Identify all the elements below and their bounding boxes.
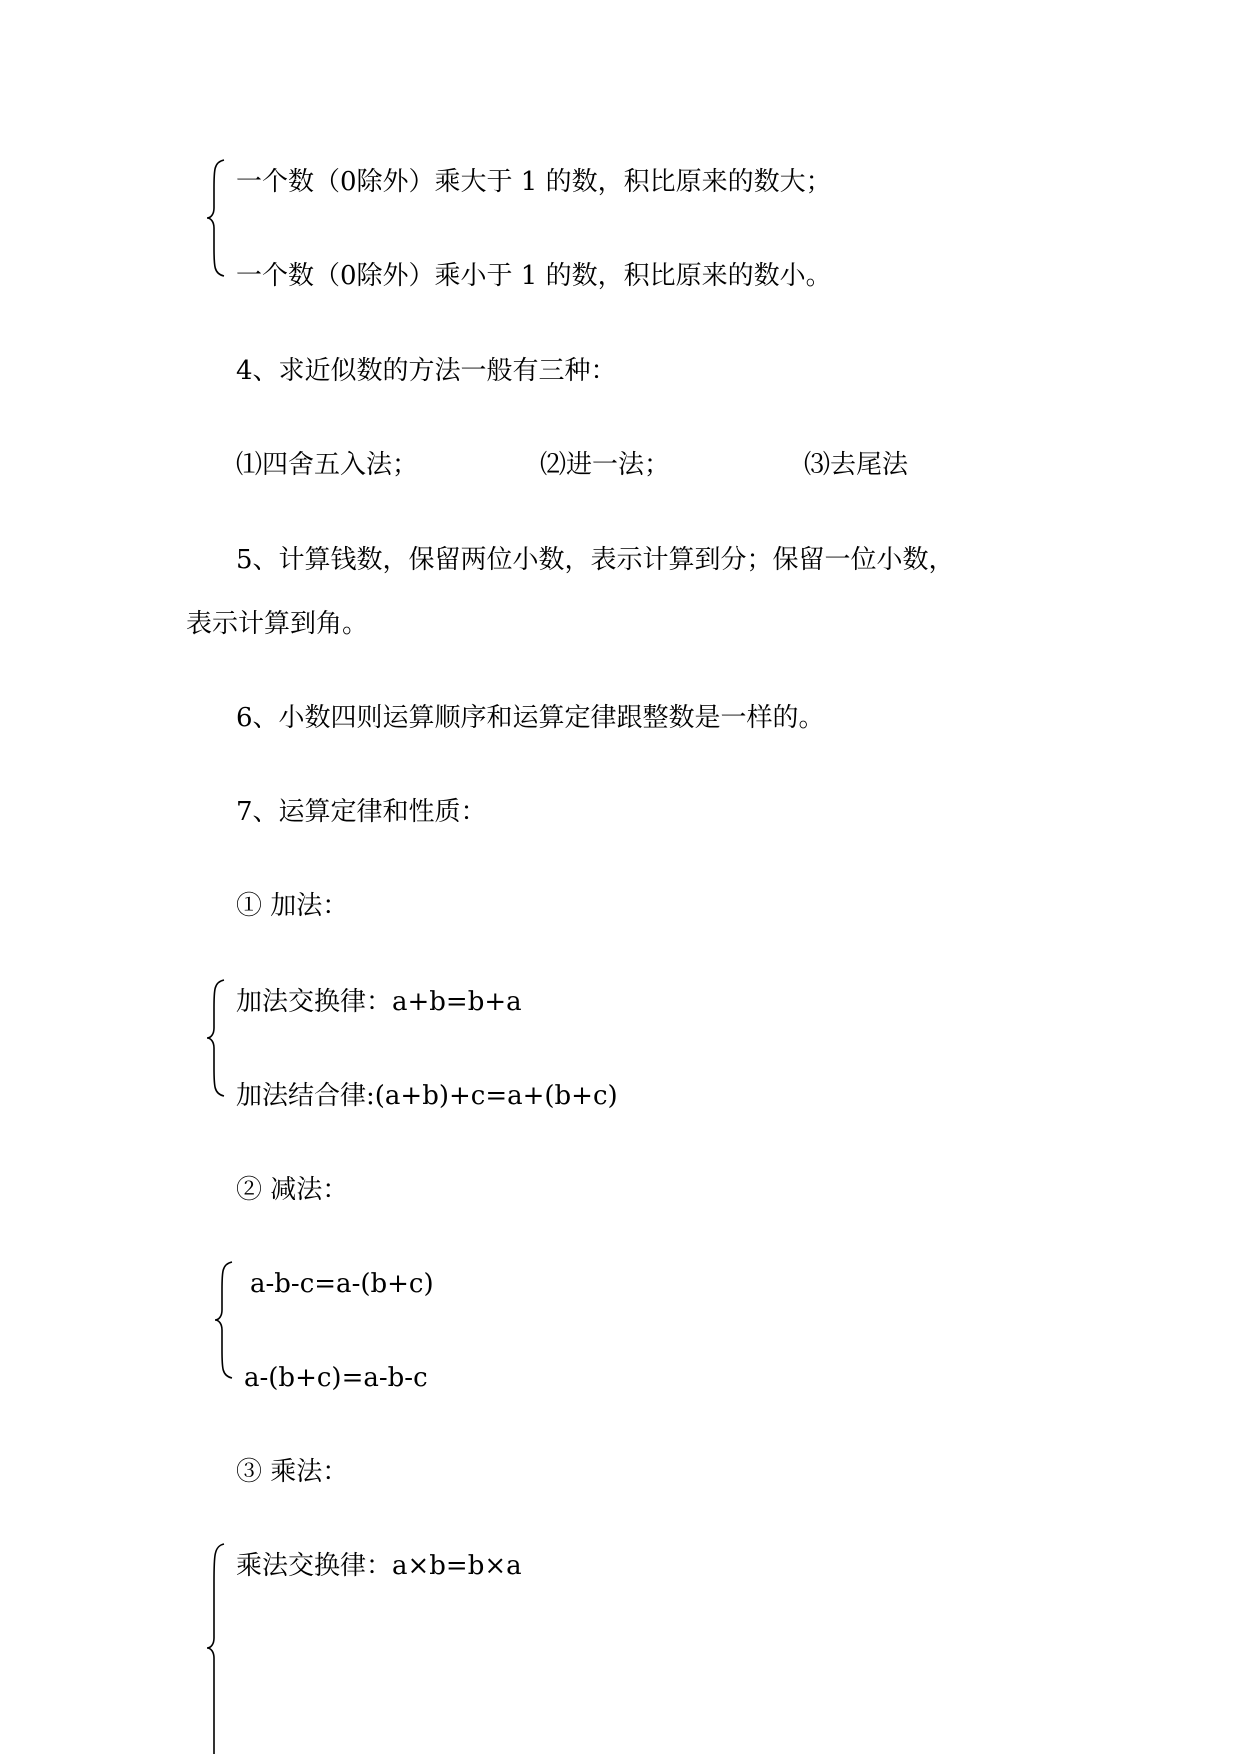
- item5-line2: 表示计算到角。: [186, 609, 369, 639]
- addition-label: ① 加法：: [236, 891, 349, 921]
- brace1-line2: 一个数（0除外）乘小于 1 的数，积比原来的数小。: [236, 261, 832, 291]
- brace-bracket-subtraction: [214, 1260, 234, 1380]
- method-round-up: ⑵进一法；: [540, 450, 671, 480]
- multiplication-label: ③ 乘法：: [236, 1457, 349, 1487]
- method-rounding: ⑴四舍五入法；: [236, 450, 419, 480]
- brace1-line1: 一个数（0除外）乘大于 1 的数，积比原来的数大；: [236, 167, 832, 197]
- subtraction-label: ② 减法：: [236, 1175, 349, 1205]
- item5-line1: 5、计算钱数，保留两位小数，表示计算到分；保留一位小数，: [236, 545, 955, 575]
- item4-heading: 4、求近似数的方法一般有三种：: [236, 356, 617, 386]
- item7-heading: 7、运算定律和性质：: [236, 797, 487, 827]
- method-truncate: ⑶去尾法: [804, 450, 909, 480]
- addition-associative-law: 加法结合律:(a+b)+c=a+(b+c): [236, 1081, 618, 1111]
- brace-bracket-addition: [206, 978, 226, 1098]
- subtraction-rule1: a-b-c=a-(b+c): [250, 1269, 434, 1299]
- brace-bracket-multiplication: [206, 1542, 226, 1754]
- addition-commutative-law: 加法交换律：a+b=b+a: [236, 987, 522, 1017]
- brace-bracket-1: [206, 158, 226, 278]
- item6-text: 6、小数四则运算顺序和运算定律跟整数是一样的。: [236, 703, 825, 733]
- subtraction-rule2: a-(b+c)=a-b-c: [244, 1363, 428, 1393]
- multiplication-commutative-law: 乘法交换律：a×b=b×a: [236, 1551, 522, 1581]
